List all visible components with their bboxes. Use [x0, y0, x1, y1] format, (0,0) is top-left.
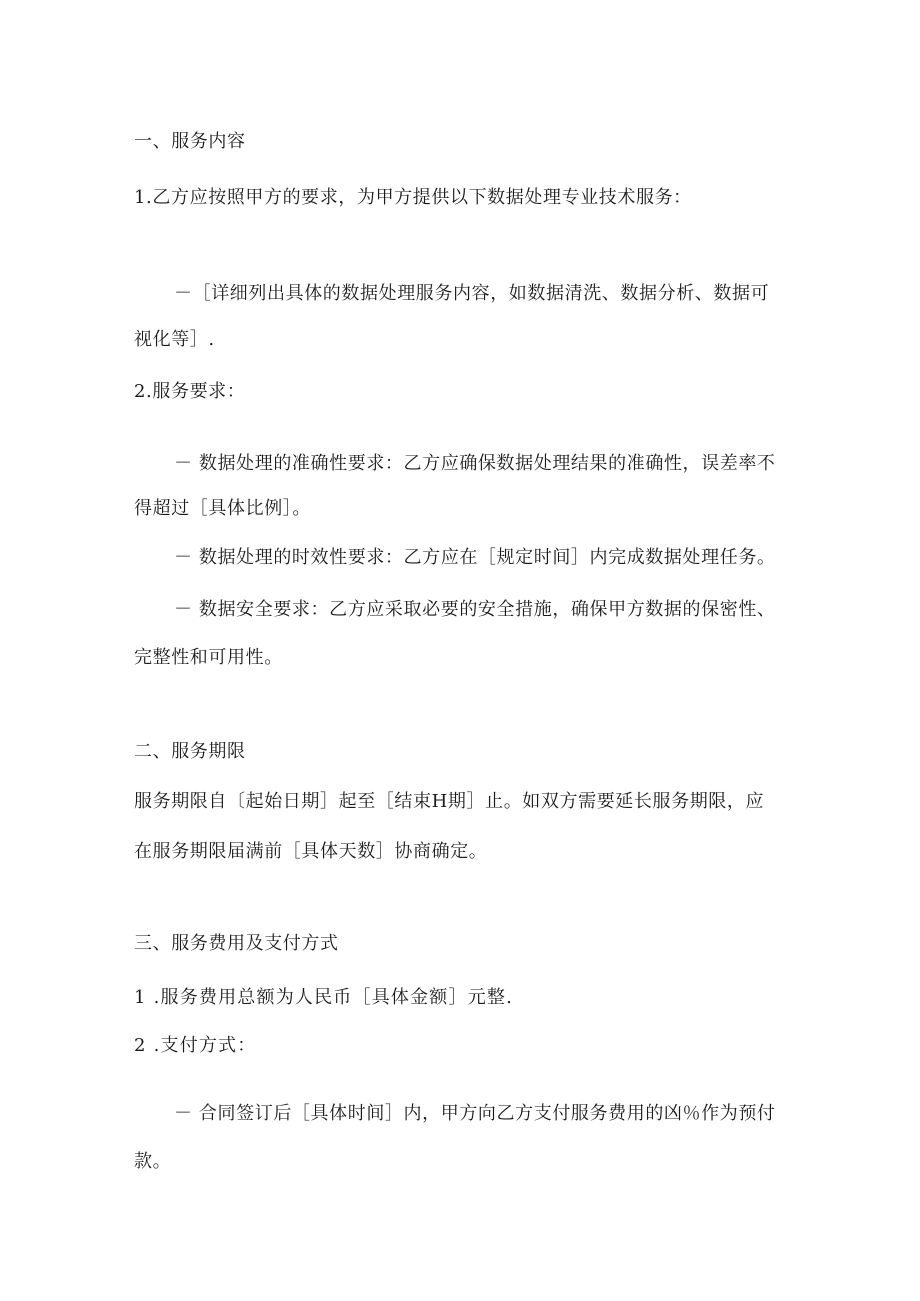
section-3-item-1: 1 .服务费用总额为人民币［具体金额］元整.: [134, 987, 514, 1008]
section-1-item-2: 2.服务要求：: [134, 381, 246, 402]
section-2-heading: 二、服务期限: [134, 741, 246, 762]
accuracy-requirement-line-1: － 数据处理的准确性要求：乙方应确保数据处理结果的准确性，误差率不: [174, 453, 776, 474]
section-3-heading: 三、服务费用及支付方式: [134, 933, 339, 954]
security-requirement-line-1: － 数据安全要求：乙方应采取必要的安全措施，确保甲方数据的保密性、: [174, 599, 776, 620]
security-requirement-line-2: 完整性和可用性。: [134, 647, 283, 668]
payment-method-line-2: 款。: [134, 1151, 172, 1172]
section-3-item-2: 2 .支付方式：: [134, 1035, 257, 1056]
timeliness-requirement: － 数据处理的时效性要求：乙方应在［规定时间］内完成数据处理任务。: [174, 547, 776, 568]
section-1-heading: 一、服务内容: [134, 131, 246, 152]
accuracy-requirement-line-2: 得超过［具体比例］。: [134, 498, 311, 519]
payment-method-line-1: － 合同签订后［具体时间］内，甲方向乙方支付服务费用的凶％作为预付: [174, 1103, 776, 1124]
service-term-paragraph-line-1: 服务期限自〔起始日期］起至［结束H期］止。如双方需要延长服务期限，应: [134, 791, 765, 812]
service-content-bullet-line-1: －［详细列出具体的数据处理服务内容，如数据清洗、数据分析、数据可: [174, 283, 770, 304]
service-content-bullet-line-2: 视化等］.: [134, 329, 215, 350]
service-term-paragraph-line-2: 在服务期限届满前［具体天数］协商确定。: [134, 841, 488, 862]
section-1-item-1: 1.乙方应按照甲方的要求，为甲方提供以下数据处理专业技术服务：: [134, 187, 692, 208]
